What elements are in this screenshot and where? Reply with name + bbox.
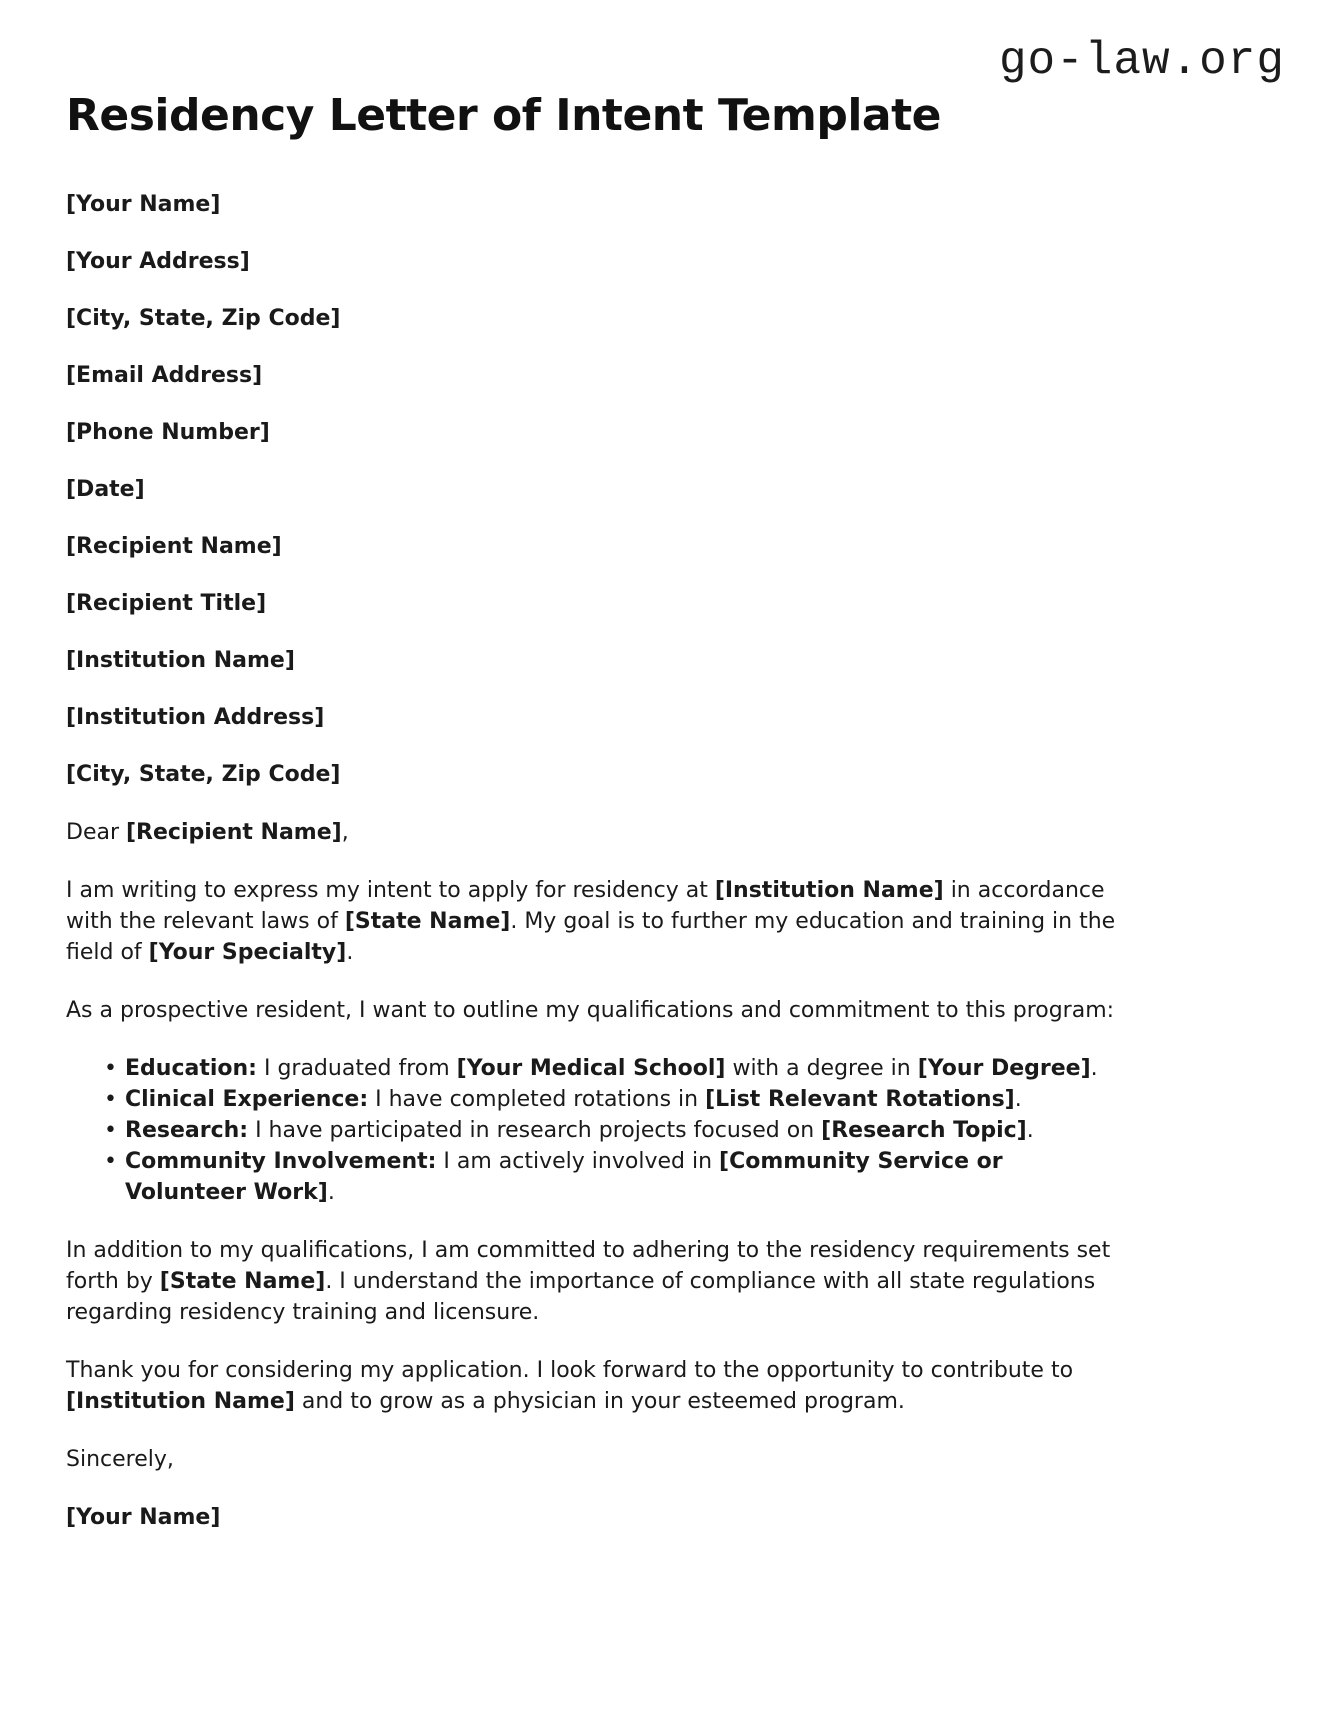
salutation [66, 817, 1121, 848]
list-item-clinical-experience [125, 1084, 1121, 1115]
clinical-text-1: I have completed rotations in [368, 1087, 706, 1112]
paragraph-outline: As a prospective resident, I want to outline my qualifications and commitment to this program: [66, 998, 1115, 1023]
paragraph-thanks [66, 1355, 1121, 1417]
field-recipient-name: [Recipient Name] [66, 534, 282, 559]
brand-logo: go-law.org [998, 35, 1285, 87]
field-your-address: [Your Address] [66, 249, 250, 274]
clinical-label: Clinical Experience: [125, 1087, 369, 1112]
thanks-text-1: Thank you for considering my application. I look forward to the opportunity to contribute to [66, 1358, 1074, 1383]
research-text-2: . [1026, 1118, 1034, 1143]
salutation-pre: Dear [66, 820, 126, 845]
field-institution-city-state-zip: [City, State, Zip Code] [66, 762, 341, 787]
sign-off: Sincerely, [66, 1447, 174, 1472]
research-topic: [Research Topic] [821, 1118, 1027, 1143]
research-label: Research: [125, 1118, 249, 1143]
community-label: Community Involvement: [125, 1149, 437, 1174]
education-your-degree: [Your Degree] [917, 1056, 1091, 1081]
intent-state-name: [State Name] [344, 909, 511, 934]
letter-body [66, 190, 1121, 1533]
intent-text-3: . My goal is to further my education and training in the field of [66, 909, 1116, 965]
intent-institution-name: [Institution Name] [714, 878, 944, 903]
community-text-1: I am actively involved in [436, 1149, 720, 1174]
field-institution-address: [Institution Address] [66, 705, 325, 730]
salutation-recipient-name: [Recipient Name] [126, 820, 342, 845]
list-item-education [125, 1053, 1121, 1084]
compliance-state-name: [State Name] [159, 1269, 326, 1294]
field-institution-name: [Institution Name] [66, 648, 295, 673]
field-email-address: [Email Address] [66, 363, 263, 388]
education-label: Education: [125, 1056, 257, 1081]
field-recipient-title: [Recipient Title] [66, 591, 267, 616]
thanks-institution-name: [Institution Name] [66, 1389, 295, 1414]
intent-text-1: I am writing to express my intent to apply for residency at [66, 878, 715, 903]
intent-text-4: . [346, 940, 354, 965]
paragraph-intent [66, 875, 1121, 968]
qualifications-list [66, 1053, 1121, 1208]
list-item-community-involvement [125, 1146, 1121, 1208]
field-phone-number: [Phone Number] [66, 420, 270, 445]
education-text-2: with a degree in [725, 1056, 918, 1081]
compliance-text-2: . I understand the importance of compliance with all state regulations regarding residency training and licensure. [66, 1269, 1096, 1325]
thanks-text-2: and to grow as a physician in your esteemed program. [294, 1389, 905, 1414]
education-text-1: I graduated from [256, 1056, 457, 1081]
education-medical-school: [Your Medical School] [456, 1056, 726, 1081]
list-item-research [125, 1115, 1121, 1146]
compliance-text-1: In addition to my qualifications, I am committed to adhering to the residency requirements set forth by [66, 1238, 1111, 1294]
field-city-state-zip: [City, State, Zip Code] [66, 306, 341, 331]
community-service-work: [Community Service or Volunteer Work] [125, 1149, 1003, 1205]
field-your-name: [Your Name] [66, 192, 221, 217]
field-date: [Date] [66, 477, 145, 502]
research-text-1: I have participated in research projects focused on [248, 1118, 822, 1143]
intent-your-specialty: [Your Specialty] [148, 940, 347, 965]
salutation-post: , [341, 820, 349, 845]
community-text-2: . [327, 1180, 335, 1205]
paragraph-compliance [66, 1235, 1121, 1328]
signature-name: [Your Name] [66, 1505, 221, 1530]
clinical-rotations: [List Relevant Rotations] [705, 1087, 1015, 1112]
clinical-text-2: . [1014, 1087, 1022, 1112]
education-text-3: . [1090, 1056, 1098, 1081]
page-title: Residency Letter of Intent Template [66, 90, 941, 141]
intent-text-2: in accordance with the relevant laws of [66, 878, 1105, 934]
